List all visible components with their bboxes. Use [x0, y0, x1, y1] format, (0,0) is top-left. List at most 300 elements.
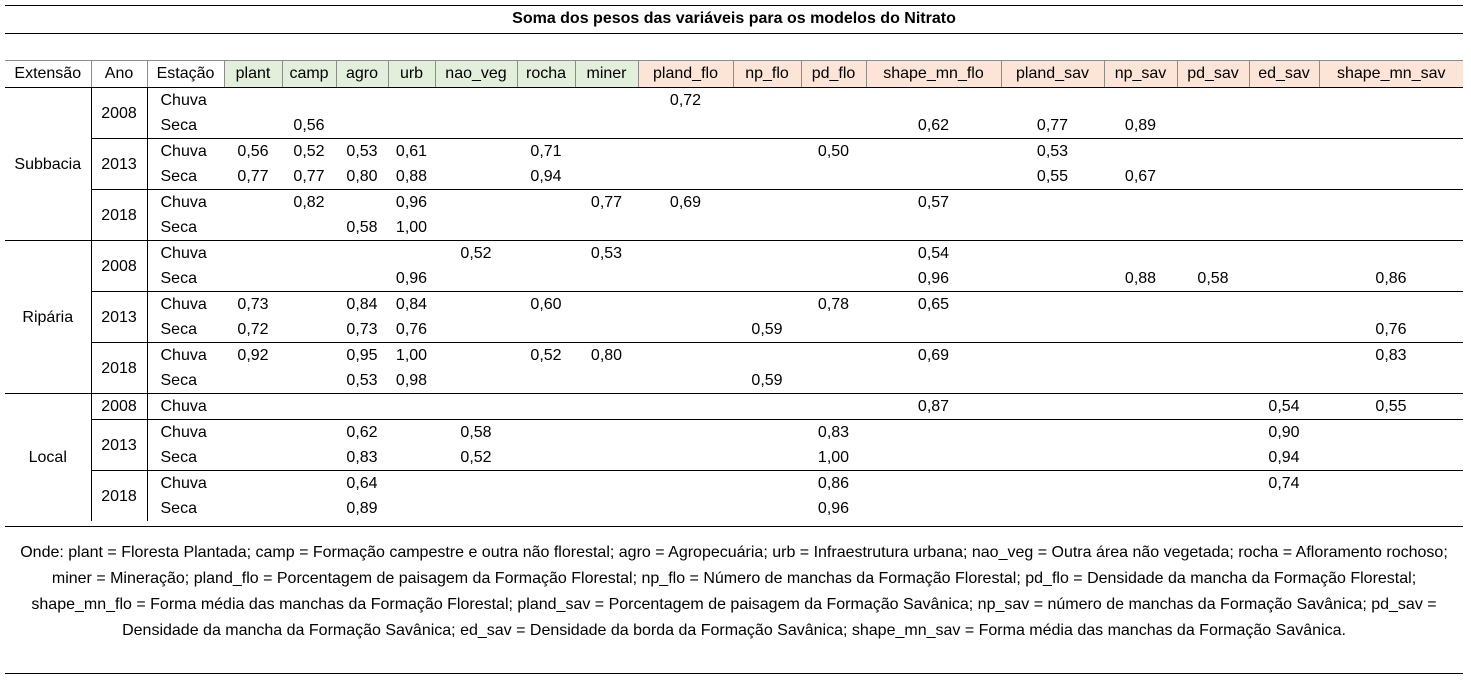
value-cell: [282, 292, 336, 318]
value-cell: [1319, 420, 1463, 446]
value-cell: [638, 420, 733, 446]
value-cell: 0,84: [336, 292, 388, 318]
header-estacao: Estação: [147, 61, 224, 88]
value-cell: 0,52: [435, 241, 517, 267]
value-cell: [638, 266, 733, 292]
value-cell: [866, 88, 1001, 114]
value-cell: [1104, 368, 1177, 394]
value-cell: [435, 394, 517, 420]
value-cell: 0,57: [866, 190, 1001, 216]
value-cell: [733, 471, 801, 497]
value-cell: [388, 420, 435, 446]
top-rule: [5, 5, 1463, 6]
value-cell: 1,00: [817, 449, 850, 466]
header-pland-flo: pland_flo: [638, 61, 733, 88]
value-cell: 0,72: [669, 92, 702, 109]
value-cell: 0,95: [336, 343, 388, 369]
value-cell: [575, 139, 638, 165]
value-cell: 0,52: [282, 139, 336, 165]
value-cell: [801, 317, 866, 343]
value-cell: [801, 113, 866, 139]
season-cell: Chuva: [147, 420, 224, 446]
value-cell: 0,54: [1249, 394, 1319, 420]
title-rule: [5, 33, 1463, 34]
value-cell: 0,96: [817, 500, 850, 517]
value-cell: [282, 266, 336, 292]
value-cell: [866, 445, 1001, 471]
value-cell: [866, 368, 1001, 394]
value-cell: 0,71: [517, 139, 575, 165]
value-cell: 0,56: [293, 117, 325, 134]
value-cell: [282, 343, 336, 369]
value-cell: [1104, 317, 1177, 343]
value-cell: 0,80: [346, 168, 378, 185]
value-cell: [282, 241, 336, 267]
extension-cell: Subbacia: [5, 88, 91, 241]
value-cell: [1249, 164, 1319, 190]
value-cell: 1,00: [395, 219, 428, 236]
value-cell: [1177, 496, 1249, 521]
season-cell: Chuva: [160, 92, 207, 109]
table-row: [5, 368, 1463, 394]
year-cell: 2008: [91, 88, 147, 139]
value-cell: [282, 317, 336, 343]
value-cell: [1319, 445, 1463, 471]
value-cell: [224, 445, 282, 471]
year-cell: 2008: [91, 241, 147, 292]
value-cell: [1001, 496, 1104, 521]
value-cell: [866, 420, 1001, 446]
value-cell: [435, 292, 517, 318]
value-cell: [282, 496, 336, 521]
value-cell: [1001, 420, 1104, 446]
value-cell: 0,55: [1319, 394, 1463, 420]
season-cell: Seca: [160, 500, 197, 517]
value-cell: [1001, 241, 1104, 267]
value-cell: [435, 139, 517, 165]
value-cell: [282, 420, 336, 446]
value-cell: 0,96: [395, 270, 428, 287]
value-cell: [638, 139, 733, 165]
value-cell: [1319, 292, 1463, 318]
value-cell: 0,77: [1036, 117, 1069, 134]
value-cell: 0,56: [224, 139, 282, 165]
value-cell: [282, 394, 336, 420]
value-cell: [575, 471, 638, 497]
value-cell: 0,67: [1124, 168, 1157, 185]
value-cell: [866, 317, 1001, 343]
header-shape-mn-sav: shape_mn_sav: [1319, 61, 1463, 88]
value-cell: [575, 420, 638, 446]
value-cell: 0,92: [224, 343, 282, 369]
value-cell: 0,59: [751, 372, 783, 389]
value-cell: [638, 113, 733, 139]
value-cell: [866, 139, 1001, 165]
value-cell: [1104, 343, 1177, 369]
value-cell: [336, 241, 388, 267]
value-cell: [1104, 496, 1177, 521]
value-cell: [1104, 190, 1177, 216]
value-cell: [224, 394, 282, 420]
weights-table: [5, 60, 1463, 521]
value-cell: [517, 394, 575, 420]
value-cell: [1177, 420, 1249, 446]
value-cell: [866, 471, 1001, 497]
table-row: [5, 292, 1463, 318]
value-cell: 0,62: [336, 420, 388, 446]
season-cell: Seca: [160, 449, 197, 466]
year-cell: 2013: [91, 292, 147, 343]
value-cell: [733, 420, 801, 446]
value-cell: 0,77: [237, 168, 269, 185]
value-cell: [801, 266, 866, 292]
value-cell: [638, 292, 733, 318]
value-cell: [733, 394, 801, 420]
value-cell: [336, 88, 388, 114]
value-cell: [1177, 190, 1249, 216]
value-cell: [575, 266, 638, 292]
value-cell: [224, 190, 282, 216]
value-cell: [1001, 190, 1104, 216]
value-cell: 0,86: [801, 471, 866, 497]
value-cell: [517, 88, 575, 114]
value-cell: [388, 471, 435, 497]
value-cell: [517, 471, 575, 497]
value-cell: [1177, 394, 1249, 420]
value-cell: [1001, 471, 1104, 497]
value-cell: 0,73: [224, 292, 282, 318]
value-cell: [638, 471, 733, 497]
table-row: [5, 471, 1463, 497]
value-cell: [1001, 215, 1104, 241]
value-cell: 0,53: [1001, 139, 1104, 165]
season-cell: Chuva: [147, 343, 224, 369]
value-cell: 0,76: [1375, 321, 1407, 338]
value-cell: [1249, 292, 1319, 318]
value-cell: [575, 88, 638, 114]
footnote: Onde: plant = Floresta Plantada; camp = Formação campestre e outra não florestal; agro = Agropecuária; urb = Infraestrutura urbana; nao_veg = Outra área não vegetada; rocha = Afloramento rochoso; miner = Mineração; pland_flo = Porcentagem de paisagem da Formação Florestal; np_flo = Número de manchas da Formação Florestal; pd_flo = Densidade da mancha da Formação Florestal; shape_mn_flo = Forma média das manchas da Formação Florestal; pland_sav = Porcentagem de paisagem da Formação Savânica; np_sav = número de manchas da Formação Savânica; pd_sav = Densidade da mancha da Formação Savânica; ed_sav = Densidade da borda da Formação Savânica; shape_mn_sav = Forma média das manchas da Formação Savânica.: [20, 544, 1448, 639]
season-cell: Seca: [160, 168, 197, 185]
value-cell: [388, 445, 435, 471]
value-cell: [733, 292, 801, 318]
header-np-flo: np_flo: [733, 61, 801, 88]
value-cell: 0,55: [1036, 168, 1069, 185]
year-cell: 2013: [91, 139, 147, 190]
value-cell: [517, 266, 575, 292]
value-cell: [866, 215, 1001, 241]
value-cell: 0,52: [517, 343, 575, 369]
season-cell: Chuva: [147, 394, 224, 420]
value-cell: [224, 420, 282, 446]
value-cell: [733, 164, 801, 190]
season-cell: Chuva: [147, 241, 224, 267]
value-cell: 0,52: [460, 449, 492, 466]
year-cell: 2018: [91, 343, 147, 394]
value-cell: [336, 190, 388, 216]
season-cell: Chuva: [147, 190, 224, 216]
value-cell: [282, 88, 336, 114]
year-cell: 2013: [91, 420, 147, 471]
value-cell: [1177, 445, 1249, 471]
season-cell: Seca: [160, 270, 197, 287]
header-miner: miner: [575, 61, 638, 88]
header-row: [5, 61, 1463, 88]
value-cell: [1177, 113, 1249, 139]
value-cell: [282, 215, 336, 241]
value-cell: [336, 394, 388, 420]
value-cell: [1319, 241, 1463, 267]
season-cell: Seca: [160, 219, 197, 236]
value-cell: [224, 368, 282, 394]
value-cell: [1177, 139, 1249, 165]
value-cell: [1104, 88, 1177, 114]
year-cell: 2008: [91, 394, 147, 420]
value-cell: 0,54: [866, 241, 1001, 267]
header-nao-veg: nao_veg: [435, 61, 517, 88]
value-cell: 1,00: [388, 343, 435, 369]
value-cell: [638, 215, 733, 241]
header-np-sav: np_sav: [1104, 61, 1177, 88]
value-cell: 0,94: [530, 168, 562, 185]
value-cell: [1001, 368, 1104, 394]
value-cell: [733, 88, 801, 114]
header-camp: camp: [282, 61, 336, 88]
value-cell: [575, 113, 638, 139]
value-cell: 0,77: [575, 190, 638, 216]
table-row: [5, 394, 1463, 420]
value-cell: 0,50: [801, 139, 866, 165]
value-cell: [388, 88, 435, 114]
value-cell: [1001, 266, 1104, 292]
value-cell: [1319, 139, 1463, 165]
value-cell: 0,53: [346, 372, 378, 389]
value-cell: [435, 317, 517, 343]
value-cell: [801, 190, 866, 216]
value-cell: [866, 496, 1001, 521]
season-cell: Chuva: [147, 292, 224, 318]
table-row: [5, 164, 1463, 190]
value-cell: [1001, 445, 1104, 471]
season-cell: Seca: [160, 372, 197, 389]
value-cell: [866, 164, 1001, 190]
value-cell: [1001, 317, 1104, 343]
value-cell: [1319, 368, 1463, 394]
value-cell: [224, 215, 282, 241]
value-cell: 0,65: [866, 292, 1001, 318]
value-cell: 0,87: [866, 394, 1001, 420]
header-plant: plant: [224, 61, 282, 88]
season-cell: Seca: [160, 117, 197, 134]
value-cell: 0,74: [1249, 471, 1319, 497]
value-cell: [801, 215, 866, 241]
value-cell: [638, 496, 733, 521]
value-cell: [435, 266, 517, 292]
value-cell: [1104, 241, 1177, 267]
value-cell: [733, 215, 801, 241]
value-cell: 0,73: [346, 321, 378, 338]
value-cell: [435, 88, 517, 114]
header-pland-sav: pland_sav: [1001, 61, 1104, 88]
header-ano: Ano: [91, 61, 147, 88]
value-cell: [575, 368, 638, 394]
value-cell: 0,53: [336, 139, 388, 165]
value-cell: 0,53: [575, 241, 638, 267]
year-cell: 2018: [91, 190, 147, 241]
season-cell: Chuva: [147, 139, 224, 165]
value-cell: [1319, 88, 1463, 114]
value-cell: 0,58: [435, 420, 517, 446]
header-pd-sav: pd_sav: [1177, 61, 1249, 88]
value-cell: [435, 190, 517, 216]
extension-cell: Ripária: [5, 241, 91, 394]
table-row: [5, 266, 1463, 292]
value-cell: [1249, 139, 1319, 165]
bottom-rule: [5, 673, 1463, 674]
value-cell: [1177, 368, 1249, 394]
value-cell: 0,83: [801, 420, 866, 446]
value-cell: [733, 113, 801, 139]
value-cell: [282, 471, 336, 497]
value-cell: 0,60: [517, 292, 575, 318]
value-cell: [517, 317, 575, 343]
value-cell: [1319, 471, 1463, 497]
value-cell: 0,84: [388, 292, 435, 318]
value-cell: 0,61: [388, 139, 435, 165]
value-cell: [517, 420, 575, 446]
value-cell: 0,96: [917, 270, 950, 287]
header-extensao: Extensão: [5, 61, 91, 88]
table-row: [5, 496, 1463, 521]
table-row: [5, 139, 1463, 165]
value-cell: [1319, 164, 1463, 190]
header-ed-sav: ed_sav: [1249, 61, 1319, 88]
value-cell: [638, 368, 733, 394]
value-cell: 0,69: [638, 190, 733, 216]
extension-cell: Local: [5, 394, 91, 522]
value-cell: [1177, 88, 1249, 114]
value-cell: 0,90: [1249, 420, 1319, 446]
value-cell: 0,89: [1124, 117, 1157, 134]
table-row: [5, 88, 1463, 114]
table-row: [5, 113, 1463, 139]
value-cell: [1177, 343, 1249, 369]
value-cell: [801, 343, 866, 369]
value-cell: [1249, 317, 1319, 343]
value-cell: 0,78: [801, 292, 866, 318]
value-cell: [1001, 343, 1104, 369]
value-cell: [1177, 241, 1249, 267]
value-cell: [638, 317, 733, 343]
value-cell: [435, 343, 517, 369]
table-row: [5, 420, 1463, 446]
season-cell: Chuva: [147, 471, 224, 497]
value-cell: 0,86: [1375, 270, 1407, 287]
value-cell: 0,80: [575, 343, 638, 369]
value-cell: 0,88: [1124, 270, 1157, 287]
value-cell: [517, 241, 575, 267]
value-cell: [638, 445, 733, 471]
value-cell: [517, 215, 575, 241]
value-cell: [517, 190, 575, 216]
value-cell: [435, 113, 517, 139]
value-cell: 0,58: [1197, 270, 1229, 287]
value-cell: [638, 241, 733, 267]
value-cell: [801, 164, 866, 190]
value-cell: [733, 445, 801, 471]
value-cell: [1104, 139, 1177, 165]
value-cell: [638, 394, 733, 420]
header-urb: urb: [388, 61, 435, 88]
value-cell: [575, 496, 638, 521]
value-cell: [224, 241, 282, 267]
value-cell: [733, 496, 801, 521]
value-cell: [1177, 471, 1249, 497]
value-cell: 0,64: [336, 471, 388, 497]
value-cell: [1001, 292, 1104, 318]
value-cell: [575, 394, 638, 420]
value-cell: 0,82: [282, 190, 336, 216]
value-cell: [1177, 164, 1249, 190]
value-cell: [224, 113, 282, 139]
value-cell: [638, 164, 733, 190]
year-cell: 2018: [91, 471, 147, 522]
value-cell: [282, 445, 336, 471]
value-cell: [575, 215, 638, 241]
value-cell: 0,76: [395, 321, 428, 338]
table-row: [5, 241, 1463, 267]
value-cell: [801, 394, 866, 420]
table-row: [5, 215, 1463, 241]
value-cell: [1319, 190, 1463, 216]
value-cell: [1177, 317, 1249, 343]
value-cell: [801, 368, 866, 394]
value-cell: [1104, 471, 1177, 497]
value-cell: [435, 164, 517, 190]
value-cell: [1249, 343, 1319, 369]
value-cell: [517, 113, 575, 139]
value-cell: 0,89: [346, 500, 378, 517]
value-cell: [336, 113, 388, 139]
value-cell: [1104, 292, 1177, 318]
value-cell: [1319, 113, 1463, 139]
value-cell: [282, 368, 336, 394]
header-agro: agro: [336, 61, 388, 88]
value-cell: [1249, 496, 1319, 521]
table-row: [5, 190, 1463, 216]
value-cell: 0,94: [1268, 449, 1300, 466]
value-cell: [1319, 496, 1463, 521]
value-cell: [1249, 215, 1319, 241]
value-cell: [575, 445, 638, 471]
value-cell: [1001, 394, 1104, 420]
table-bottom-rule: [5, 526, 1463, 527]
value-cell: [1104, 215, 1177, 241]
value-cell: [336, 266, 388, 292]
value-cell: [435, 496, 517, 521]
value-cell: 0,83: [1319, 343, 1463, 369]
value-cell: [1249, 368, 1319, 394]
value-cell: [435, 471, 517, 497]
value-cell: [575, 164, 638, 190]
value-cell: [575, 292, 638, 318]
value-cell: 0,58: [346, 219, 378, 236]
value-cell: [1319, 215, 1463, 241]
value-cell: 0,88: [395, 168, 428, 185]
value-cell: [801, 241, 866, 267]
value-cell: [224, 266, 282, 292]
value-cell: [575, 317, 638, 343]
value-cell: [388, 496, 435, 521]
